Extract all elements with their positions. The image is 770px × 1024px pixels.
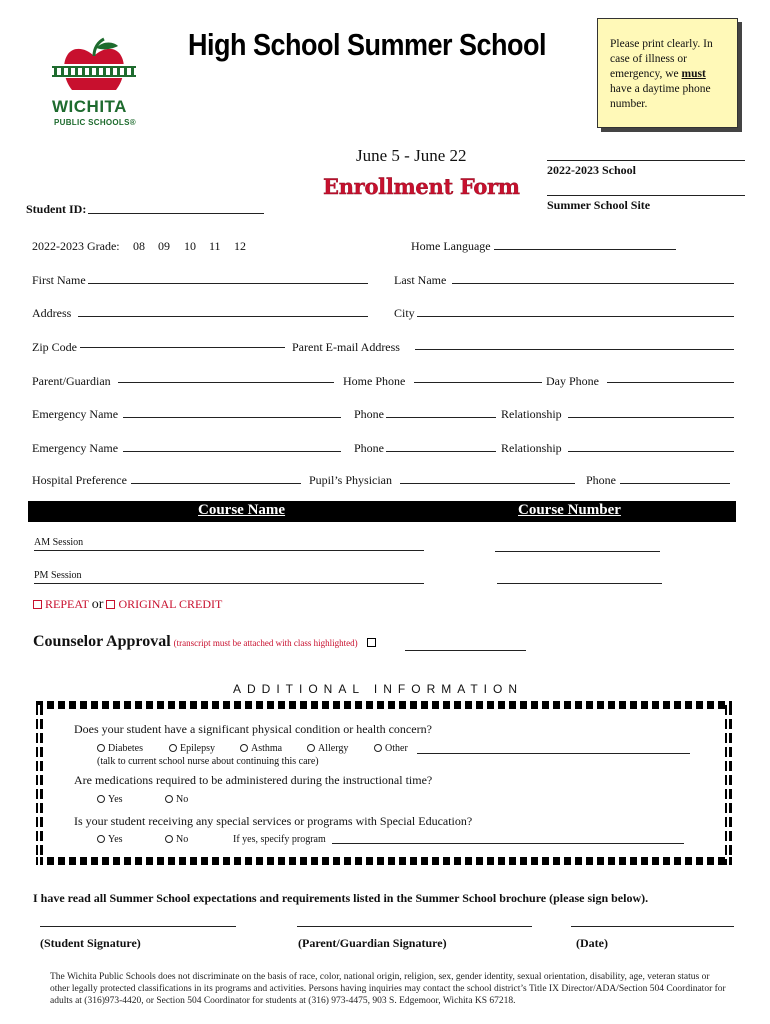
relationship-label: Relationship (501, 407, 562, 421)
nondiscrimination-footer: The Wichita Public Schools does not discriminate on the basis of race, color, national origin, religion, sex, gender identity, sexual orientation, disability, age, veteran status or other legally protected classifications in its programs and activities. Persons having inquiries may contact the school district’s Title IX Director/ADA/Section 504 Coordinator for adults at (316)973-4420, or Section 504 Coordinator for students at (316) 973-4475, 903 S. Edgemoor, Wichita KS 67218. (50, 972, 726, 1006)
medications-yes[interactable] (97, 794, 123, 805)
city-label: City (394, 306, 415, 320)
course-name-header: Course Name (198, 502, 286, 518)
hospital-label: Hospital Preference (32, 473, 127, 487)
counselor-approval (33, 633, 379, 651)
option-asthma[interactable] (240, 743, 282, 754)
option-label: Asthma (251, 743, 283, 754)
relationship-input[interactable] (568, 451, 734, 452)
page-title: High School Summer School (188, 28, 547, 62)
date-label: (Date) (576, 936, 608, 950)
counselor-checkbox[interactable] (367, 638, 376, 647)
radio-icon (307, 744, 315, 752)
parent-signature-input[interactable] (297, 926, 532, 927)
zip-label: Zip Code (32, 340, 77, 354)
student-signature-input[interactable] (40, 926, 236, 927)
counselor-signature-input[interactable] (405, 650, 526, 651)
special-ed-yes[interactable] (97, 834, 123, 845)
home-phone-input[interactable] (414, 382, 542, 383)
physician-input[interactable] (400, 483, 575, 484)
parent-guardian-label: Parent/Guardian (32, 374, 111, 388)
radio-icon (97, 795, 105, 803)
home-language-label: Home Language (411, 239, 491, 253)
question-special-education: Is your student receiving any special services or programs with Special Education? (74, 814, 473, 828)
original-credit-checkbox[interactable] (106, 600, 115, 609)
radio-icon (97, 835, 105, 843)
radio-icon (240, 744, 248, 752)
repeat-checkbox[interactable] (33, 600, 42, 609)
emergency-name-input[interactable] (123, 417, 341, 418)
address-label: Address (32, 306, 72, 320)
credit-options (33, 597, 222, 613)
notice-text-before: Please print clearly. In case of illness or emergency, we (610, 38, 713, 80)
emergency-phone-input[interactable] (386, 417, 496, 418)
option-label: Epilepsy (180, 743, 215, 754)
radio-icon (374, 744, 382, 752)
specify-program-input[interactable] (332, 843, 684, 844)
address-input[interactable] (78, 316, 368, 317)
option-label: Diabetes (108, 743, 143, 754)
course-number-header: Course Number (518, 502, 621, 518)
emergency-name-label: Emergency Name (32, 407, 119, 421)
radio-icon (165, 795, 173, 803)
original-credit-label: ORIGINAL CREDIT (118, 597, 223, 611)
other-condition-input[interactable] (417, 753, 690, 754)
option-label: Other (385, 743, 408, 754)
last-name-input[interactable] (452, 283, 734, 284)
additional-border-bottom (36, 857, 732, 865)
grade-option[interactable]: 10 (184, 239, 196, 253)
student-signature-label: (Student Signature) (40, 936, 141, 950)
special-ed-no[interactable] (165, 834, 188, 845)
specify-program-label: If yes, specify program (233, 834, 326, 845)
relationship-input[interactable] (568, 417, 734, 418)
counselor-label: Counselor Approval (33, 633, 171, 650)
grade-option[interactable]: 09 (158, 239, 170, 253)
emergency-phone-label: Phone (354, 407, 384, 421)
grade-label: 2022-2023 Grade: (32, 239, 120, 253)
logo-wordmark: WICHITA (52, 97, 127, 116)
logo-subtitle: PUBLIC SCHOOLS® (54, 118, 136, 127)
city-input[interactable] (417, 316, 734, 317)
hospital-input[interactable] (131, 483, 301, 484)
option-label: Allergy (318, 743, 349, 754)
student-id-input[interactable] (88, 213, 264, 214)
emergency-name-label: Emergency Name (32, 441, 119, 455)
question-medications: Are medications required to be administered during the instructional time? (74, 773, 433, 787)
zip-input[interactable] (80, 347, 285, 348)
additional-info-title: ADDITIONAL INFORMATION (233, 682, 524, 696)
site-label: Summer School Site (547, 198, 651, 212)
option-label: No (176, 794, 189, 805)
question-health-condition: Does your student have a significant physical condition or health concern? (74, 722, 432, 736)
school-label: 2022-2023 School (547, 163, 637, 177)
emergency-phone-label: Phone (354, 441, 384, 455)
date-input[interactable] (571, 926, 734, 927)
parent-guardian-input[interactable] (118, 382, 334, 383)
additional-border-right (725, 705, 732, 865)
first-name-input[interactable] (88, 283, 368, 284)
grade-option[interactable]: 11 (209, 239, 221, 253)
radio-icon (165, 835, 173, 843)
day-phone-input[interactable] (607, 382, 734, 383)
additional-border-top (36, 701, 732, 709)
last-name-label: Last Name (394, 273, 447, 287)
physician-phone-input[interactable] (620, 483, 730, 484)
notice-text-after: have a daytime phone number. (610, 83, 711, 110)
am-course-name-input[interactable] (34, 550, 424, 551)
counselor-note: (transcript must be attached with class highlighted) (173, 638, 358, 648)
option-epilepsy[interactable] (169, 743, 215, 754)
parent-email-input[interactable] (415, 349, 734, 350)
physician-phone-label: Phone (586, 473, 616, 487)
radio-icon (169, 744, 177, 752)
day-phone-label: Day Phone (546, 374, 599, 388)
option-allergy[interactable] (307, 743, 348, 754)
option-label: No (176, 834, 189, 845)
physician-label: Pupil’s Physician (309, 473, 393, 487)
option-label: Yes (108, 834, 123, 845)
option-label: Yes (108, 794, 123, 805)
session-dates: June 5 - June 22 (356, 146, 467, 165)
option-diabetes[interactable] (97, 743, 143, 754)
school-input-line[interactable] (547, 160, 745, 161)
emergency-phone-input[interactable] (386, 451, 496, 452)
option-other[interactable] (374, 743, 408, 754)
notice-box (597, 18, 738, 128)
notice-must: must (681, 68, 706, 80)
pm-session-label: PM Session (34, 570, 82, 581)
parent-signature-label: (Parent/Guardian Signature) (298, 936, 447, 950)
agreement-text: I have read all Summer School expectations and requirements listed in the Summer School brochure (please sign below). (33, 891, 649, 905)
am-session-label: AM Session (34, 537, 84, 548)
additional-border-left (36, 705, 43, 865)
emergency-name-input[interactable] (123, 451, 341, 452)
nurse-note: (talk to current school nurse about continuing this care) (97, 756, 319, 767)
relationship-label: Relationship (501, 441, 562, 455)
grade-option[interactable]: 12 (234, 239, 246, 253)
radio-icon (97, 744, 105, 752)
am-course-number-input[interactable] (495, 551, 660, 552)
site-input-line[interactable] (547, 195, 745, 196)
home-phone-label: Home Phone (343, 374, 406, 388)
credit-or: or (91, 597, 104, 612)
pm-course-number-input[interactable] (497, 583, 662, 584)
pm-course-name-input[interactable] (34, 583, 424, 584)
student-id-label: Student ID: (26, 202, 87, 216)
home-language-input[interactable] (494, 249, 676, 250)
course-header-bar (28, 501, 736, 522)
first-name-label: First Name (32, 273, 86, 287)
medications-no[interactable] (165, 794, 188, 805)
form-title: Enrollment Form (323, 174, 520, 199)
parent-email-label: Parent E-mail Address (292, 340, 400, 354)
grade-option[interactable]: 08 (133, 239, 145, 253)
repeat-label: REPEAT (45, 597, 89, 611)
